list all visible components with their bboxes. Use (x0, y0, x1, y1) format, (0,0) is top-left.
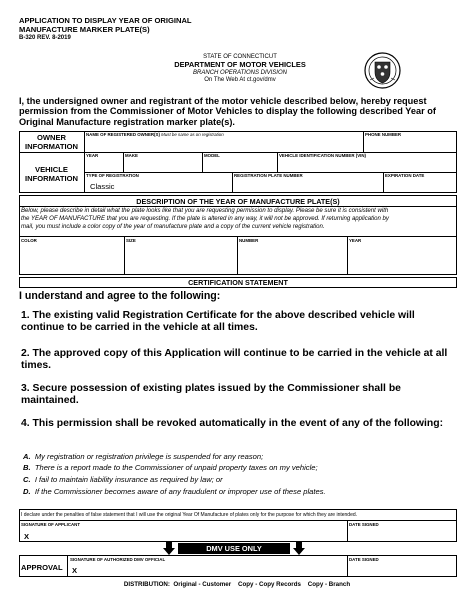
dmv-official-date-field[interactable]: DATE SIGNED (349, 557, 379, 562)
revocation-item-a: A. My registration or registration privilege is suspended for any reason; (23, 452, 264, 461)
dmv-official-signature-label: SIGNATURE OF AUTHORIZED DMV OFFICIAL (70, 557, 166, 562)
expiration-date-field[interactable]: EXPIRATION DATE (385, 173, 425, 178)
form-number: B-320 REV. 8-2019 (19, 35, 71, 41)
arrow-down-icon (293, 542, 305, 555)
plate-description-table (19, 195, 457, 275)
applicant-signature-field[interactable]: X (24, 532, 30, 541)
plate-description-instructions: Below, please describe in detail what the plate looks like that you are requesting permission to display. Please be sure it is consistent with the YEAR OF MANUFACTURE that you are requesting. If the plate is altered in any way, it will not be approved. If returning application by mail, you must include a color copy of the year of manufacture plate and a copy of the current vehicle registration. (21, 208, 389, 230)
form-title-line2: MANUFACTURE MARKER PLATE(S) (19, 24, 150, 34)
certification-item-1: 1. The existing valid Registration Certificate for the above described vehicle will continue to be carried in the vehicle at all times. (21, 310, 415, 333)
plate-color-field[interactable]: COLOR (21, 238, 37, 243)
dmv-use-only-label: DMV USE ONLY (206, 544, 262, 553)
distribution-line: DISTRIBUTION: Original - Customer Copy - Copy Records Copy - Branch (123, 581, 351, 588)
owner-section-label: OWNER INFORMATION (24, 133, 78, 151)
registration-type-value[interactable]: Classic (90, 182, 115, 191)
agency-web: On The Web At ct.gov/dmv (204, 77, 276, 84)
certification-item-2: 2. The approved copy of this Application will continue to be carried in the vehicle at all times. (21, 348, 448, 371)
plate-description-heading: DESCRIPTION OF THE YEAR OF MANUFACTURE PLATE(S) (136, 197, 340, 206)
owner-phone-field[interactable]: PHONE NUMBER (365, 132, 402, 137)
certification-heading: CERTIFICATION STATEMENT (188, 278, 288, 287)
dmv-use-only-bar (178, 543, 290, 554)
revocation-item-b: B. There is a report made to the Commissioner of unpaid property taxes on my vehicle; (23, 463, 318, 472)
agency-division: BRANCH OPERATIONS DIVISION (193, 69, 287, 76)
owner-name-field[interactable]: NAME OF REGISTERED OWNER(S) Must be same as on registration (86, 132, 224, 137)
agency-department: DEPARTMENT OF MOTOR VEHICLES (174, 60, 306, 70)
dmv-official-signature-field[interactable]: X (72, 566, 78, 575)
arrow-down-icon (163, 542, 175, 555)
plate-year-field[interactable]: YEAR (349, 238, 362, 243)
form-title-line1: APPLICATION TO DISPLAY YEAR OF ORIGINAL (19, 16, 192, 25)
certification-item-3: 3. Secure possession of existing plates issued by the Commissioner shall be maintained. (21, 383, 401, 406)
vehicle-section-label: VEHICLE INFORMATION (24, 165, 78, 183)
state-seal-icon (364, 52, 401, 89)
revocation-item-c: C. I fail to maintain liability insurance as required by law; or (23, 475, 223, 484)
agency-block (150, 54, 330, 85)
plate-size-field[interactable]: SIZE (126, 238, 136, 243)
certification-agree: I understand and agree to the following: (19, 290, 221, 302)
form-title (19, 17, 192, 34)
declaration-text: I declare under the penalties of false statement that I will use the original Year Of Manufacture of plates only for the purpose for which they are intended. (21, 512, 358, 518)
applicant-signature-label: SIGNATURE OF APPLICANT (21, 522, 81, 527)
revocation-item-d: D. If the Commissioner becomes aware of any fraudulent or improper use of these plates. (23, 487, 326, 496)
certification-item-4: 4. This permission shall be revoked automatically in the event of any of the following: (21, 418, 444, 429)
plate-number-field[interactable]: NUMBER (239, 238, 259, 243)
agency-state: STATE OF CONNECTICUT (203, 54, 277, 60)
vehicle-make-field[interactable]: MAKE (125, 153, 138, 158)
vehicle-vin-field[interactable]: VEHICLE IDENTIFICATION NUMBER (VIN) (279, 153, 366, 158)
vehicle-model-field[interactable]: MODEL (204, 153, 220, 158)
registration-plate-field[interactable]: REGISTRATION PLATE NUMBER (234, 173, 303, 178)
applicant-date-field[interactable]: DATE SIGNED (349, 522, 379, 527)
registration-type-label: TYPE OF REGISTRATION (86, 173, 139, 178)
intro-paragraph: I, the undersigned owner and registrant of the motor vehicle described below, hereby request permission from the Commissioner of Motor Vehicles to display the following described Year of Original Manufacture registration marker plate(s). (19, 96, 436, 127)
vehicle-year-field[interactable]: YEAR (86, 153, 99, 158)
approval-label: APPROVAL (21, 563, 63, 572)
